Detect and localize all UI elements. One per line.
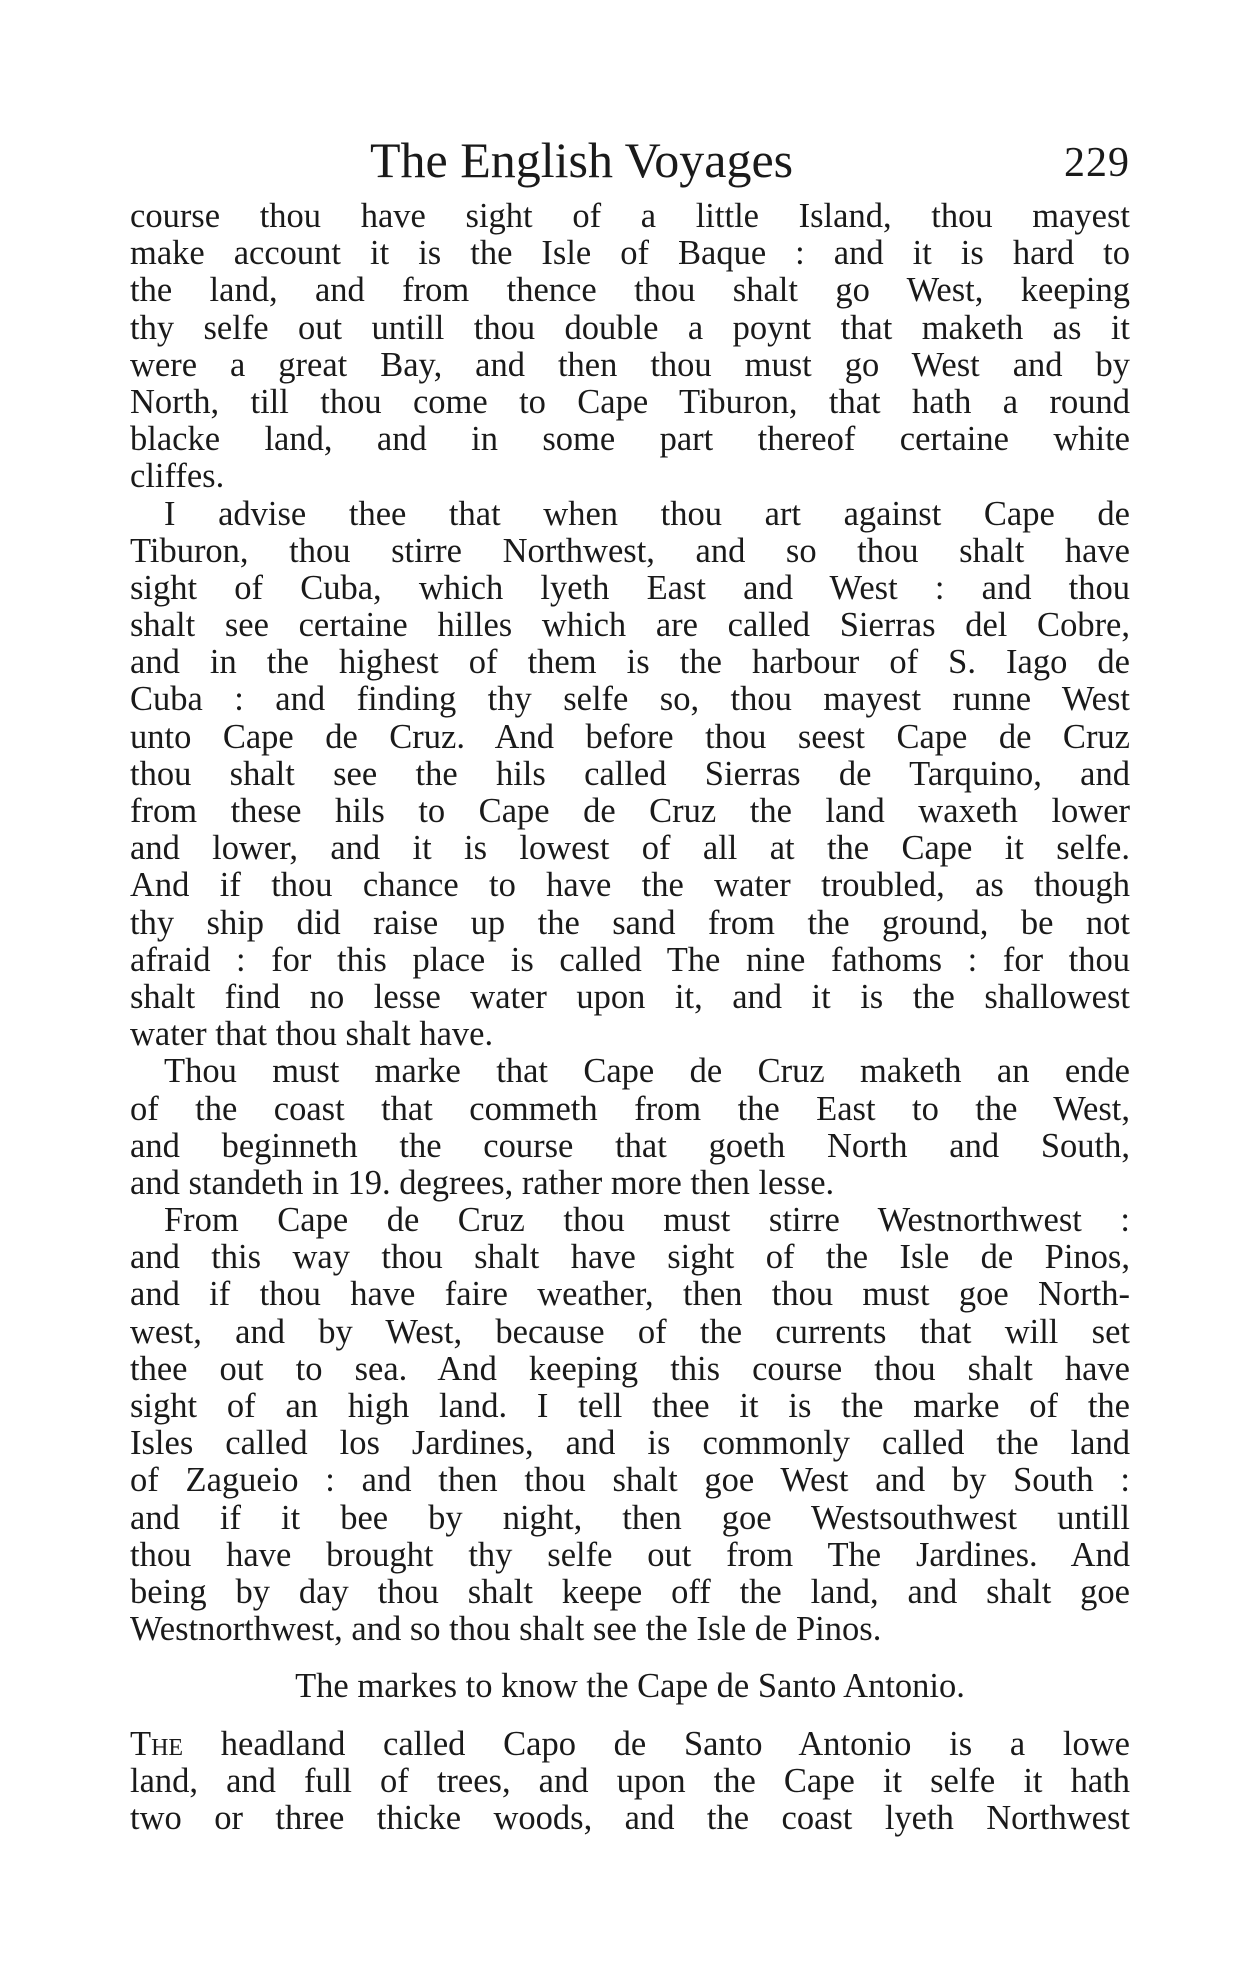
- text-line: the land, and from thence thou shalt go West, keeping: [130, 271, 1130, 310]
- text-line: thou shalt see the hils called Sierras de Tarquino, and: [130, 754, 1130, 793]
- text-line: sight of an high land. I tell thee it is the marke of the: [130, 1387, 1130, 1425]
- section-gap: [130, 1706, 1130, 1726]
- text-line: And if thou chance to have the water troubled, as though: [130, 866, 1130, 905]
- body-text: [130, 198, 1130, 1837]
- text-line: thy selfe out untill thou double a poynt that maketh as it: [130, 308, 1130, 347]
- text-line: and standeth in 19. degrees, rather more then lesse.: [130, 1163, 835, 1202]
- text-line: of the coast that commeth from the East to the West,: [130, 1089, 1130, 1128]
- text-line: unto Cape de Cruz. And before thou seest Cape de Cruz: [130, 717, 1130, 756]
- text-line: and beginneth the course that goeth North and South,: [130, 1126, 1130, 1165]
- text-line: I advise thee that when thou art against Cape de: [164, 494, 1130, 533]
- text-line: cliffes.: [130, 457, 225, 496]
- text-line-rest: headland called Capo de Santo Antonio is a lowe: [183, 1724, 1130, 1763]
- text-line: North, till thou come to Cape Tiburon, that hath a round: [130, 382, 1130, 421]
- text-line: and in the highest of them is the harbour of S. Iago de: [130, 643, 1130, 682]
- text-line: shalt see certaine hilles which are called Sierras del Cobre,: [130, 606, 1130, 645]
- text-line: [130, 1726, 1130, 1763]
- text-line: and this way thou shalt have sight of the Isle de Pinos,: [130, 1238, 1130, 1277]
- section-heading: The markes to know the Cape de Santo Antonio.: [295, 1667, 965, 1706]
- running-title: The English Voyages: [370, 132, 794, 188]
- paragraph-1: [130, 198, 1130, 496]
- running-head: [130, 128, 1130, 192]
- text-line: from these hils to Cape de Cruz the land waxeth lower: [130, 792, 1130, 830]
- text-line: and if it bee by night, then goe Westsouthwest untill: [130, 1498, 1130, 1537]
- text-line: shalt find no lesse water upon it, and it is the shallowest: [130, 977, 1130, 1016]
- text-line: Westnorthwest, and so thou shalt see the Isle de Pinos.: [130, 1610, 882, 1649]
- paragraph-5: [130, 1726, 1130, 1838]
- text-line: west, and by West, because of the currents that will set: [130, 1312, 1130, 1351]
- text-line: being by day thou shalt keepe off the land, and shalt goe: [130, 1572, 1130, 1611]
- paragraph-3: [130, 1053, 1130, 1202]
- paragraph-4: [130, 1202, 1130, 1648]
- text-line: thy ship did raise up the sand from the ground, be not: [130, 903, 1130, 942]
- text-line: afraid : for this place is called The nine fathoms : for thou: [130, 940, 1130, 979]
- text-line: thee out to sea. And keeping this course thou shalt have: [130, 1349, 1130, 1388]
- small-caps-opening: The: [130, 1724, 184, 1763]
- section-gap: [130, 1648, 1130, 1668]
- text-line: Isles called los Jardines, and is commonly called the land: [130, 1424, 1130, 1463]
- text-line: and lower, and it is lowest of all at the Cape it selfe.: [130, 829, 1130, 868]
- text-line: sight of Cuba, which lyeth East and West : and thou: [130, 568, 1130, 607]
- text-line: make account it is the Isle of Baque : and it is hard to: [130, 234, 1130, 273]
- text-line: blacke land, and in some part thereof certaine white: [130, 420, 1130, 459]
- text-line: two or three thicke woods, and the coast lyeth Northwest: [130, 1798, 1130, 1837]
- text-line: From Cape de Cruz thou must stirre Westnorthwest :: [164, 1201, 1130, 1240]
- text-line: were a great Bay, and then thou must go West and by: [130, 345, 1130, 384]
- text-line: thou have brought thy selfe out from The Jardines. And: [130, 1535, 1130, 1574]
- text-line: Tiburon, thou stirre Northwest, and so thou shalt have: [130, 531, 1130, 570]
- paragraph-2: [130, 496, 1130, 1054]
- text-line: of Zagueio : and then thou shalt goe West and by South :: [130, 1461, 1130, 1500]
- text-line: land, and full of trees, and upon the Cape it selfe it hath: [130, 1761, 1130, 1800]
- text-line: water that thou shalt have.: [130, 1015, 494, 1054]
- page-number: 229: [1064, 140, 1130, 186]
- text-line: and if thou have faire weather, then thou must goe North-: [130, 1275, 1130, 1314]
- text-line: Cuba : and finding thy selfe so, thou mayest runne West: [130, 680, 1130, 719]
- text-line: Thou must marke that Cape de Cruz maketh an ende: [164, 1052, 1130, 1091]
- text-line: course thou have sight of a little Island, thou mayest: [130, 197, 1130, 235]
